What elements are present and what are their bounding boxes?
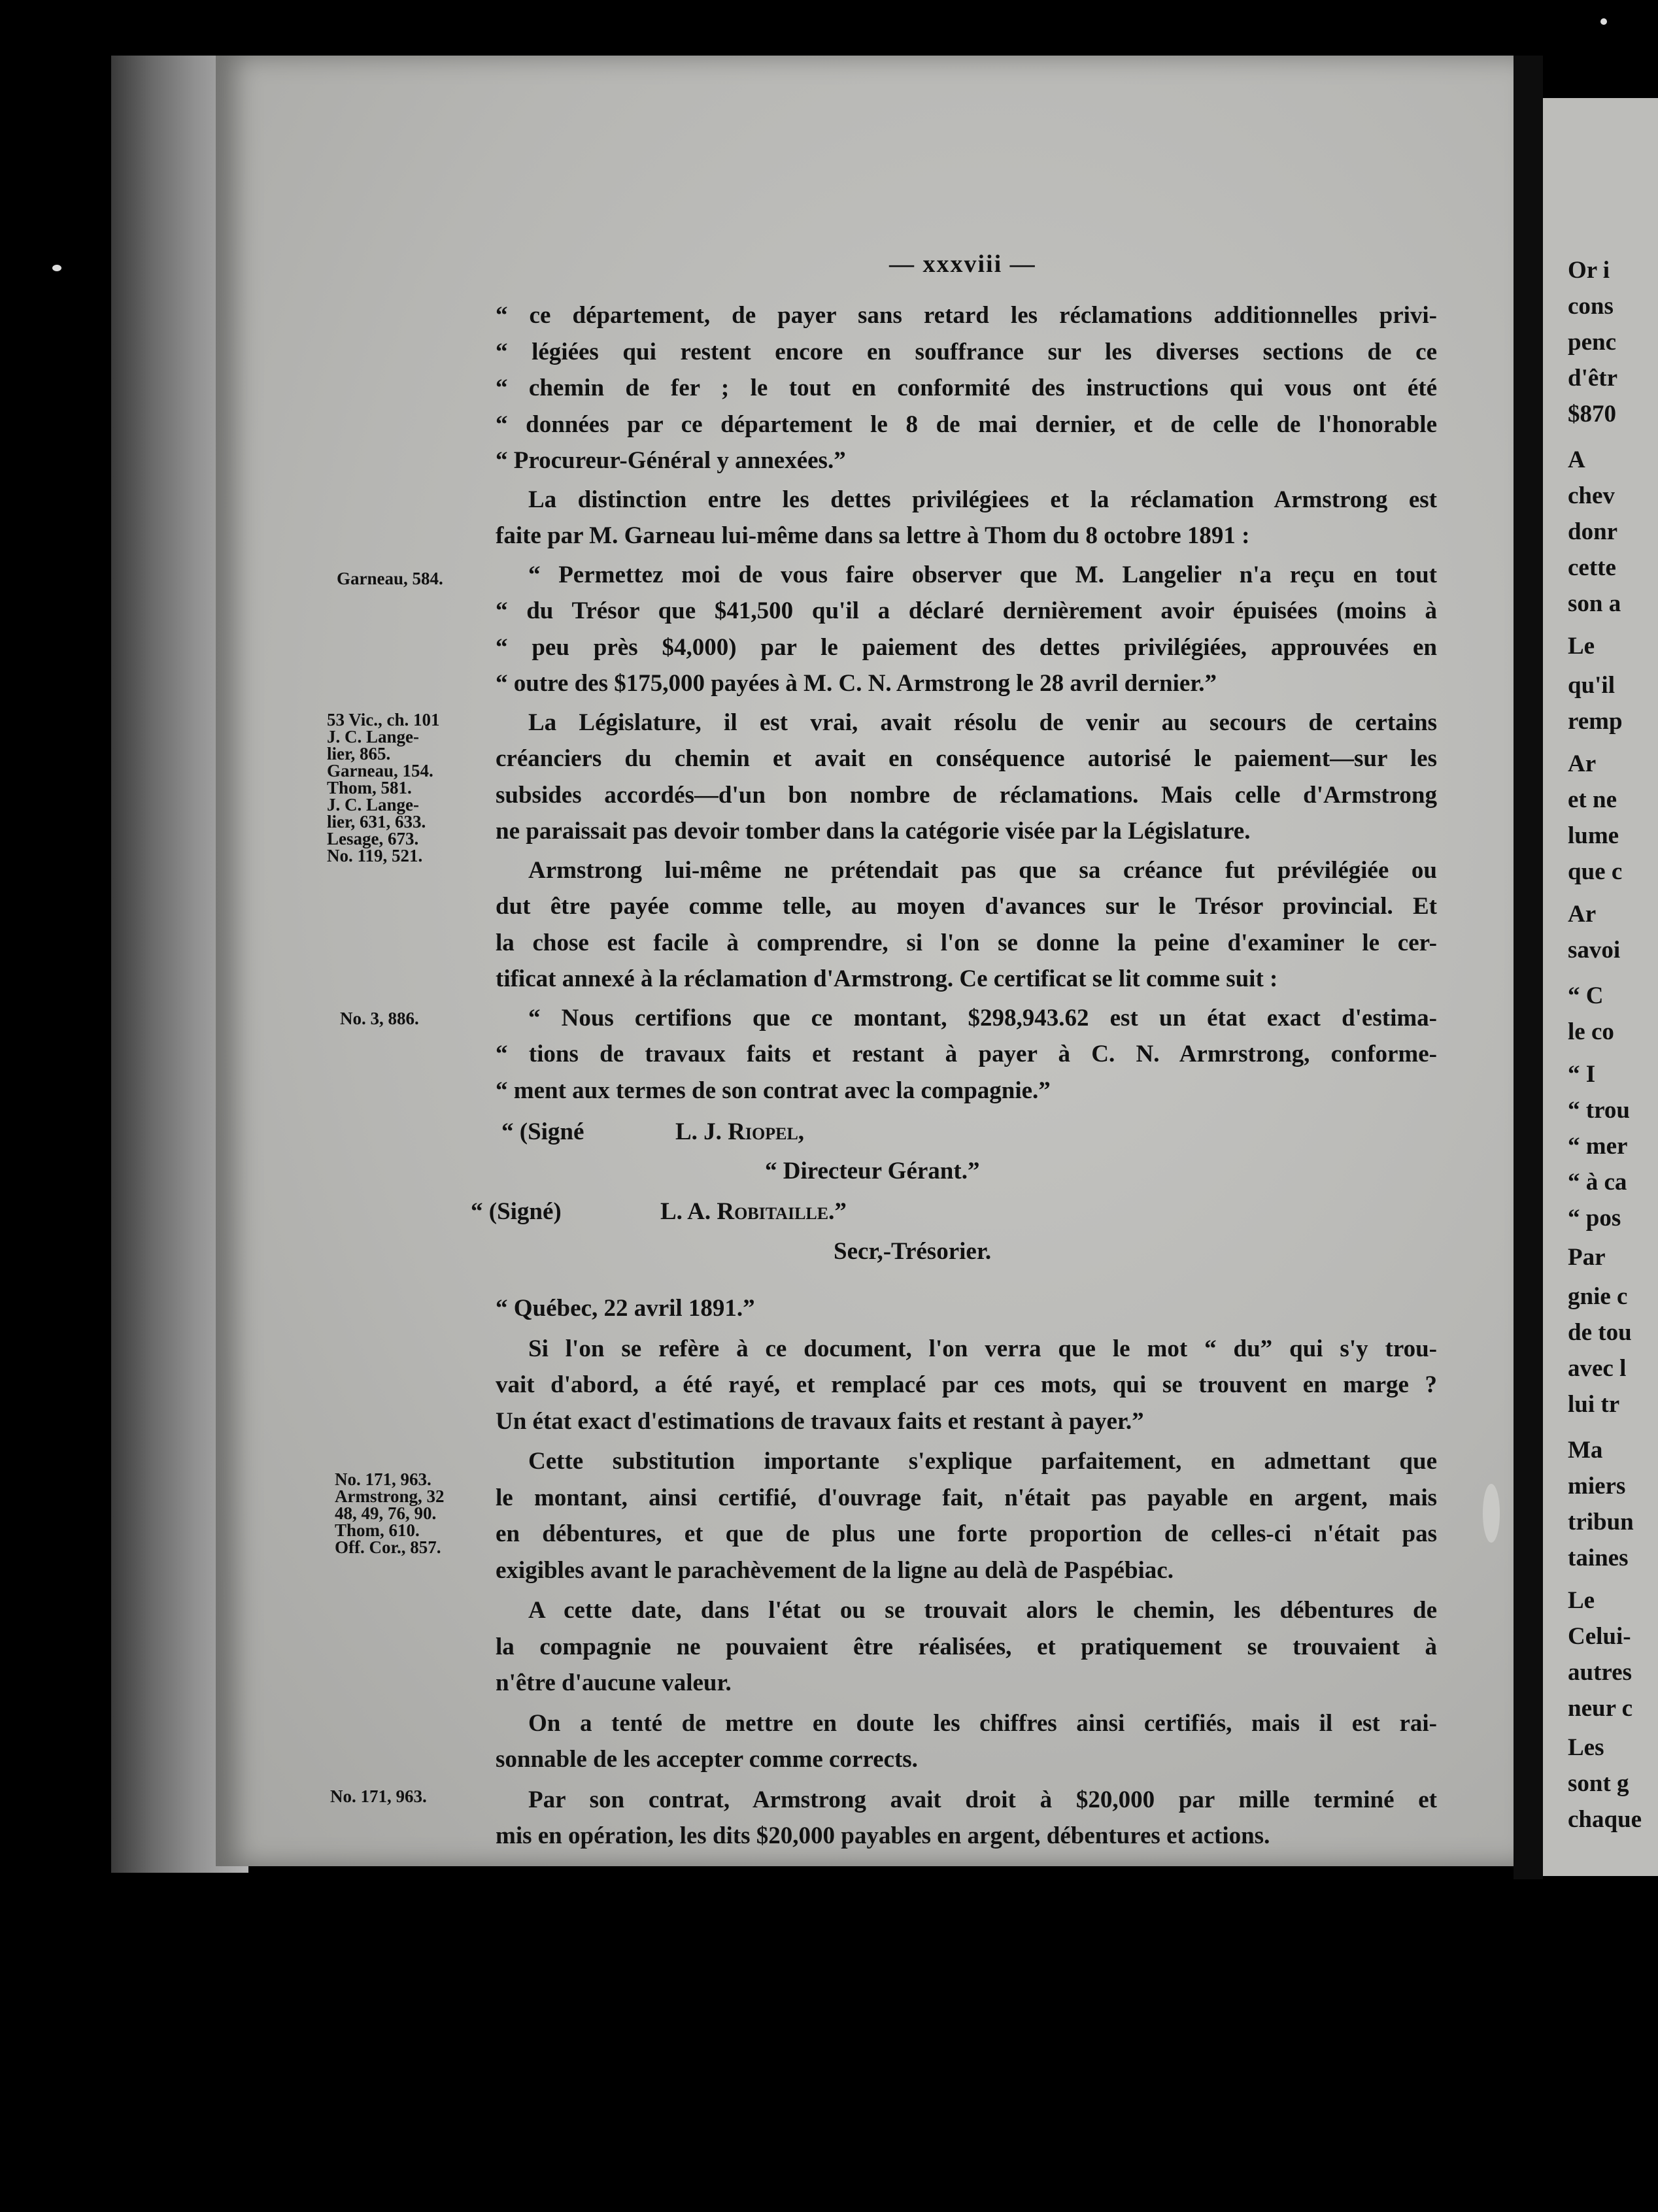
facing-page-fragment: $870	[1568, 401, 1616, 427]
facing-page-fragment: Les	[1568, 1734, 1604, 1761]
text-line: la chose est facile à comprendre, si l'on se donne la peine d'examiner le cer-	[496, 929, 1437, 956]
facing-page-fragment: Le	[1568, 1587, 1595, 1614]
facing-page-fragment: cette	[1568, 554, 1616, 581]
marginal-note-1	[337, 570, 443, 587]
facing-page-fragment: lui tr	[1568, 1391, 1620, 1418]
marginal-note-line: No. 171, 963.	[330, 1786, 427, 1806]
text-line: “ Procureur-Général y annexées.”	[496, 447, 846, 474]
text-line: faite par M. Garneau lui-même dans sa lettre à Thom du 8 octobre 1891 :	[496, 522, 1250, 549]
text-line: sonnable de les accepter comme corrects.	[496, 1746, 918, 1773]
dust-speck	[52, 265, 61, 271]
signature-sig2-signed: “ (Signé)	[471, 1198, 562, 1225]
text-line: “ peu près $4,000) par le paiement des dettes privilégiées, approuvées en	[496, 633, 1437, 661]
text-line: mis en opération, les dits $20,000 payables en argent, débentures et actions.	[496, 1822, 1270, 1849]
text-line: “ données par ce département le 8 de mai dernier, et de celle de l'honorable	[496, 411, 1437, 438]
facing-page-fragment: Ar	[1568, 901, 1597, 928]
marginal-note-line: Garneau, 154.	[327, 761, 433, 780]
facing-page-fragment: Or i	[1568, 257, 1610, 284]
marginal-note-line: Armstrong, 32	[335, 1486, 445, 1506]
facing-page-fragment: Ma	[1568, 1437, 1603, 1464]
marginal-note-line: lier, 865.	[327, 744, 391, 763]
facing-page	[1543, 98, 1658, 1876]
facing-page-fragment: “ mer	[1568, 1133, 1628, 1160]
marginal-note-line: lier, 631, 633.	[327, 812, 426, 831]
text-line: Si l'on se refère à ce document, l'on verra que le mot “ du” qui s'y trou-	[528, 1335, 1437, 1362]
facing-page-fragment: et ne	[1568, 786, 1617, 813]
facing-page-fragment: miers	[1568, 1473, 1626, 1500]
marginal-note-line: Off. Cor., 857.	[335, 1537, 441, 1557]
text-line: Cette substitution importante s'explique parfaitement, en admettant que	[528, 1448, 1437, 1475]
text-line: A cette date, dans l'état ou se trouvait alors le chemin, les débentures de	[528, 1597, 1437, 1624]
facing-page-fragment: “ C	[1568, 982, 1604, 1009]
facing-page-fragment: “ trou	[1568, 1097, 1630, 1124]
facing-page-fragment: chev	[1568, 482, 1615, 509]
text-line: “ du Trésor que $41,500 qu'il a déclaré dernièrement avoir épuisées (moins à	[496, 597, 1437, 624]
facing-page-fragment: remp	[1568, 708, 1623, 735]
marginal-note-line: No. 171, 963.	[335, 1469, 431, 1489]
dust-speck	[1600, 18, 1607, 25]
facing-page-fragment: tribun	[1568, 1509, 1634, 1535]
marginal-note-line: 48, 49, 76, 90.	[335, 1503, 437, 1523]
text-line: la compagnie ne pouvaient être réalisées, et pratiquement se trouvaient à	[496, 1633, 1437, 1660]
page-gutter	[1514, 56, 1543, 1879]
text-line: “ légiées qui restent encore en souffrance sur les diverses sections de ce	[496, 338, 1437, 365]
page-number: — xxxviii —	[889, 250, 1036, 278]
facing-page-fragment: Le	[1568, 633, 1595, 660]
text-line: n'être d'aucune valeur.	[496, 1669, 732, 1696]
marginal-note-3	[340, 1010, 419, 1027]
paragraph-p4	[496, 705, 1437, 850]
facing-page-fragment: le co	[1568, 1018, 1614, 1045]
marginal-note-2	[327, 711, 440, 864]
text-line: vait d'abord, a été rayé, et remplacé par ces mots, qui se trouvent en marge ?	[496, 1371, 1437, 1398]
marginal-note-line: No. 3, 886.	[340, 1009, 419, 1028]
facing-page-fragment: d'êtr	[1568, 365, 1618, 392]
text-line: “ tions de travaux faits et restant à payer à C. N. Armrstrong, conforme-	[496, 1041, 1437, 1067]
marginal-note-line: Lesage, 673.	[327, 829, 419, 848]
facing-page-fragment: “ à ca	[1568, 1169, 1627, 1196]
paragraph-p11	[496, 1782, 1437, 1854]
facing-page-fragment: Celui-	[1568, 1623, 1631, 1650]
facing-page-fragment: qu'il	[1568, 672, 1615, 699]
facing-page-fragment: Ar	[1568, 750, 1597, 777]
facing-page-fragment: que c	[1568, 858, 1623, 885]
facing-page-fragment: savoi	[1568, 937, 1621, 964]
facing-page-fragment: avec l	[1568, 1355, 1627, 1382]
paragraph-p1	[496, 297, 1437, 479]
paragraph-p6	[496, 1000, 1437, 1109]
facing-page-fragment: donr	[1568, 518, 1618, 545]
facing-page-fragment: cons	[1568, 293, 1614, 320]
text-line: “ Permettez moi de vous faire observer que M. Langelier n'a reçu en tout	[528, 561, 1437, 588]
text-line: Un état exact d'estimations de travaux faits et restant à payer.”	[496, 1407, 1144, 1435]
text-line: Par son contrat, Armstrong avait droit à $20,000 par mille terminé et	[528, 1786, 1437, 1813]
paragraph-p5	[496, 852, 1437, 997]
facing-page-fragment: autres	[1568, 1659, 1632, 1686]
facing-page-fragment: Par	[1568, 1244, 1606, 1271]
text-line: La distinction entre les dettes privilégiees et la réclamation Armstrong est	[528, 486, 1437, 513]
text-line: ne paraissait pas devoir tomber dans la catégorie visée par la Législature.	[496, 818, 1251, 845]
signature-sig1-title: “ Directeur Gérant.”	[765, 1158, 980, 1184]
text-line: “ Nous certifions que ce montant, $298,943.62 est un état exact d'estima-	[528, 1004, 1437, 1031]
facing-page-fragment: gnie c	[1568, 1283, 1628, 1310]
signature-block	[471, 1109, 1437, 1290]
marginal-note-line: Thom, 610.	[335, 1520, 420, 1540]
facing-page-fragment: chaque	[1568, 1806, 1642, 1833]
signature-sig2-title: Secr,-Trésorier.	[834, 1238, 992, 1265]
marginal-note-line: Thom, 581.	[327, 778, 412, 797]
text-line: tificat annexé à la réclamation d'Armstrong. Ce certificat se lit comme suit :	[496, 965, 1278, 992]
marginal-note-5	[330, 1788, 427, 1805]
paper-tear	[1483, 1484, 1500, 1543]
paragraph-p7	[496, 1331, 1437, 1440]
paragraph-p2	[496, 482, 1437, 554]
dateline: “ Québec, 22 avril 1891.”	[496, 1295, 755, 1322]
main-text	[471, 297, 1437, 1854]
text-line: exigibles avant le parachèvement de la ligne au delà de Paspébiac.	[496, 1556, 1174, 1584]
text-line: en débentures, et que de plus une forte proportion de celles-ci n'était pas	[496, 1520, 1437, 1547]
marginal-note-4	[335, 1471, 444, 1556]
marginal-note-line: No. 119, 521.	[327, 846, 423, 865]
facing-page-fragment: “ I	[1568, 1061, 1596, 1088]
facing-page-fragment: “ pos	[1568, 1205, 1621, 1232]
facing-page-fragment: de tou	[1568, 1319, 1632, 1346]
marginal-note-line: J. C. Lange-	[327, 795, 419, 814]
text-line: créanciers du chemin et avait en conséquence autorisé le paiement—sur les	[496, 745, 1437, 772]
marginal-note-line: J. C. Lange-	[327, 727, 419, 746]
paragraph-p3	[496, 557, 1437, 702]
text-line: dut être payée comme telle, au moyen d'avances sur le Trésor provincial. Et	[496, 893, 1437, 920]
text-line: La Législature, il est vrai, avait résolu de venir au secours de certains	[528, 709, 1437, 736]
text-line: Armstrong lui-même ne prétendait pas que sa créance fut prévilégiée ou	[528, 856, 1437, 884]
facing-page-fragment: A	[1568, 446, 1585, 473]
facing-page-fragment: penc	[1568, 329, 1616, 356]
facing-page-fragment: neur c	[1568, 1695, 1633, 1722]
facing-page-fragment: taines	[1568, 1545, 1629, 1571]
paragraph-p9	[496, 1592, 1437, 1701]
text-line: On a tenté de mettre en doute les chiffres ainsi certifiés, mais il est rai-	[528, 1709, 1437, 1737]
paragraph-p8	[496, 1443, 1437, 1588]
marginal-note-line: 53 Vic., ch. 101	[327, 710, 440, 729]
text-line: “ chemin de fer ; le tout en conformité des instructions qui vous ont été	[496, 375, 1437, 401]
text-line: “ ce département, de payer sans retard les réclamations additionnelles privi-	[496, 302, 1437, 329]
marginal-note-line: Garneau, 584.	[337, 569, 443, 588]
text-line: “ ment aux termes de son contrat avec la compagnie.”	[496, 1077, 1051, 1104]
signature-sig2-name: L. A. Robitaille.”	[660, 1198, 847, 1225]
signature-sig1-name: L. J. Riopel,	[675, 1118, 805, 1145]
facing-page-fragment: lume	[1568, 822, 1619, 849]
text-line: le montant, ainsi certifié, d'ouvrage fait, n'était pas payable en argent, mais	[496, 1484, 1437, 1511]
paragraph-p10	[496, 1705, 1437, 1778]
facing-page-fragment: son a	[1568, 590, 1621, 617]
text-line: “ outre des $175,000 payées à M. C. N. Armstrong le 28 avril dernier.”	[496, 670, 1217, 697]
facing-page-fragment: sont g	[1568, 1770, 1629, 1797]
signature-sig1-signed: “ (Signé	[501, 1118, 584, 1145]
text-line: subsides accordés—d'un bon nombre de réclamations. Mais celle d'Armstrong	[496, 781, 1437, 809]
